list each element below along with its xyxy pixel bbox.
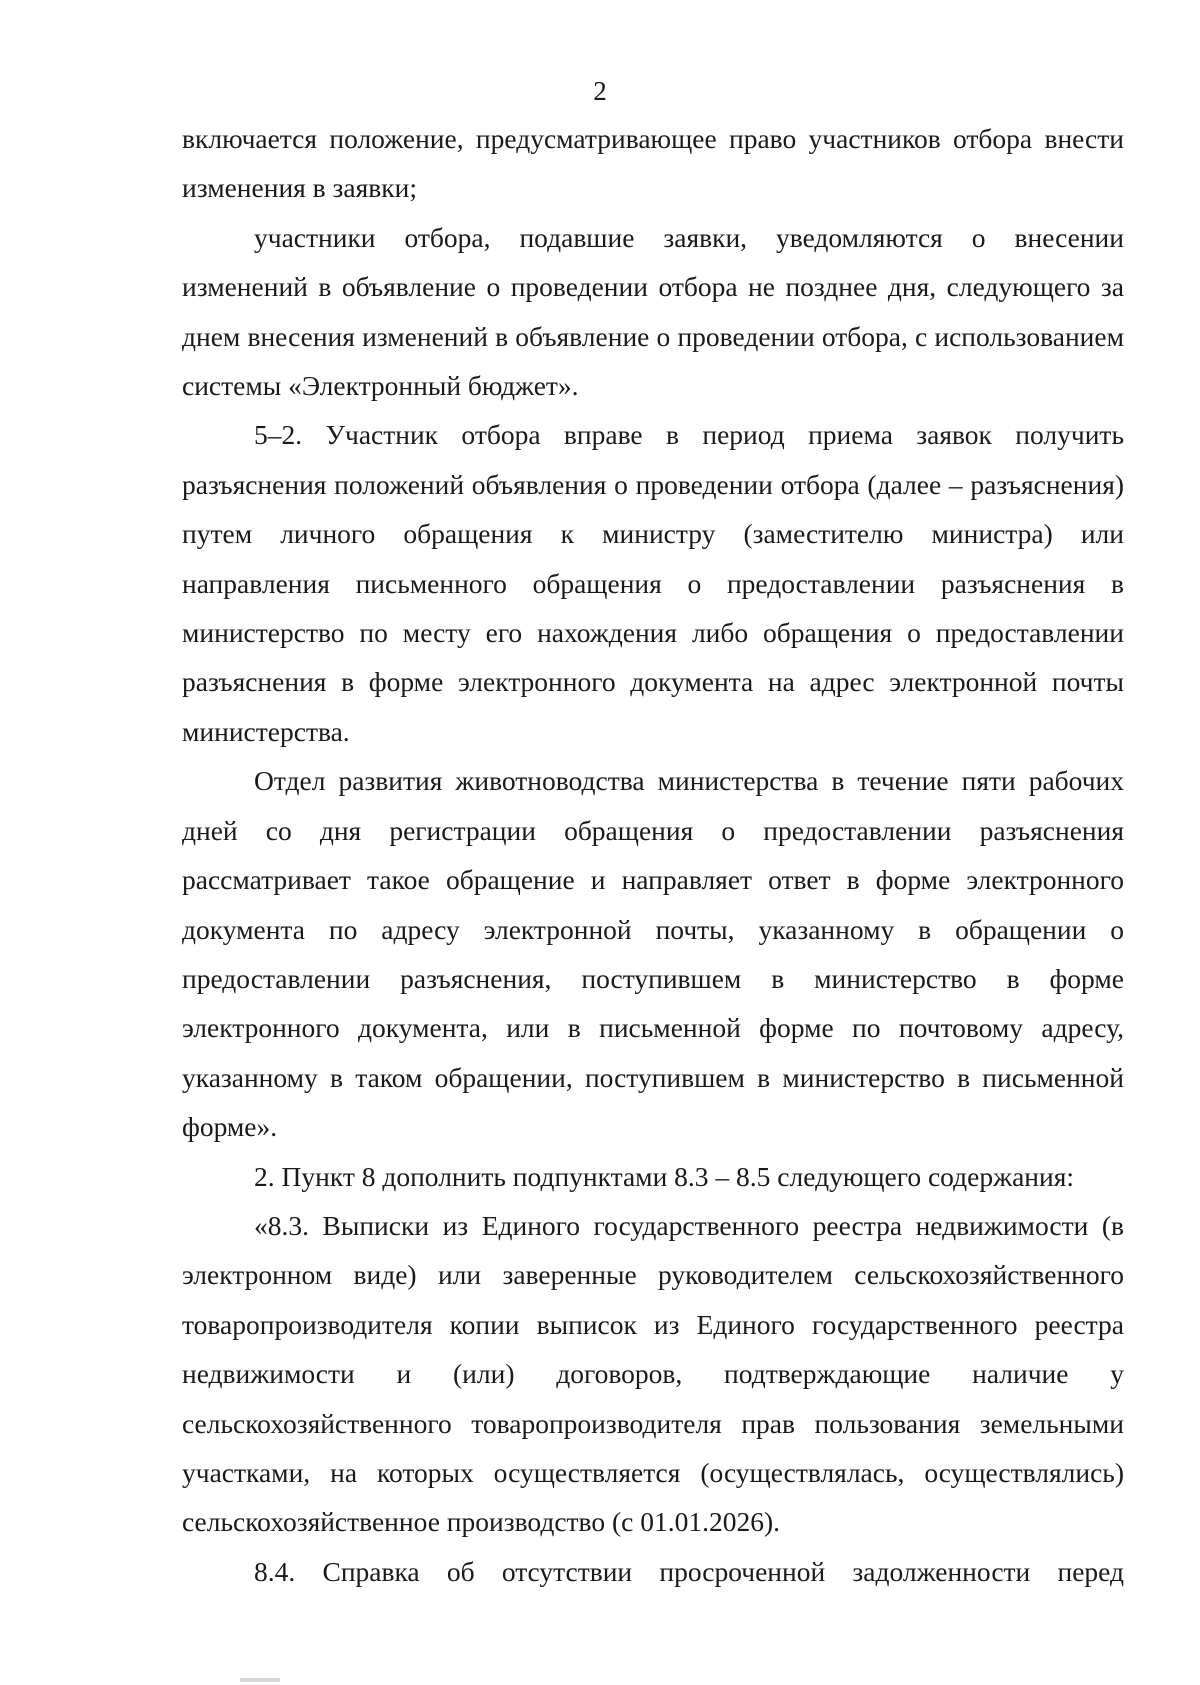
paragraph-item-2: 2. Пункт 8 дополнить подпунктами 8.3 – 8.5 следующего содержания: — [254, 1160, 1075, 1192]
paragraph-8-4: 8.4. Справка об отсутствии просроченной задолженности перед — [254, 1555, 1124, 1587]
paragraph-5-2: 5–2. Участник отбора вправе в период приема заявок получить разъяснения положений объявления о проведении отбора (далее – разъяснения) путем личного обращения к министру (заместителю министра) или направления письменного обращения о предоставлении разъяснения в министерство по месту его нахождения либо обращения о предоставлении разъяснения в форме электронного документа на адрес электронной почты министерства. — [182, 419, 1124, 747]
paragraph-8-3: «8.3. Выписки из Единого государственного реестра недвижимости (в электронном виде) или заверенные руководителем сельскохозяйственного товаропроизводителя копии выписок из Единого государственного реестра недвижимости и (или) договоров, подтверждающие наличие у сельскохозяйственного товаропроизводителя прав пользования земельными участками, на которых осуществляется (осуществлялась, осуществлялись) сельскохозяйственное производство (с 01.01.2026). — [182, 1209, 1124, 1538]
paragraph-continuation: включается положение, предусматривающее право участников отбора внести изменения в заявки; — [182, 123, 1124, 204]
scan-artifact — [240, 1678, 280, 1682]
page-number: 2 — [593, 76, 607, 106]
paragraph-department-response: Отдел развития животноводства министерства в течение пяти рабочих дней со дня регистрации обращения о предоставлении разъяснения рассматривает такое обращение и направляет ответ в форме электронного документа по адресу электронной почты, указанному в обращении о предоставлении разъяснения, поступившем в министерство в форме электронного документа, или в письменной форме по почтовому адресу, указанному в таком обращении, поступившем в министерство в письменной форме». — [182, 765, 1124, 1143]
paragraph-notification: участники отбора, подавшие заявки, уведомляются о внесении изменений в объявление о проведении отбора не позднее дня, следующего за днем внесения изменений в объявление о проведении отбора, с использованием системы «Электронный бюджет». — [182, 221, 1124, 402]
document-body — [182, 114, 1124, 1596]
